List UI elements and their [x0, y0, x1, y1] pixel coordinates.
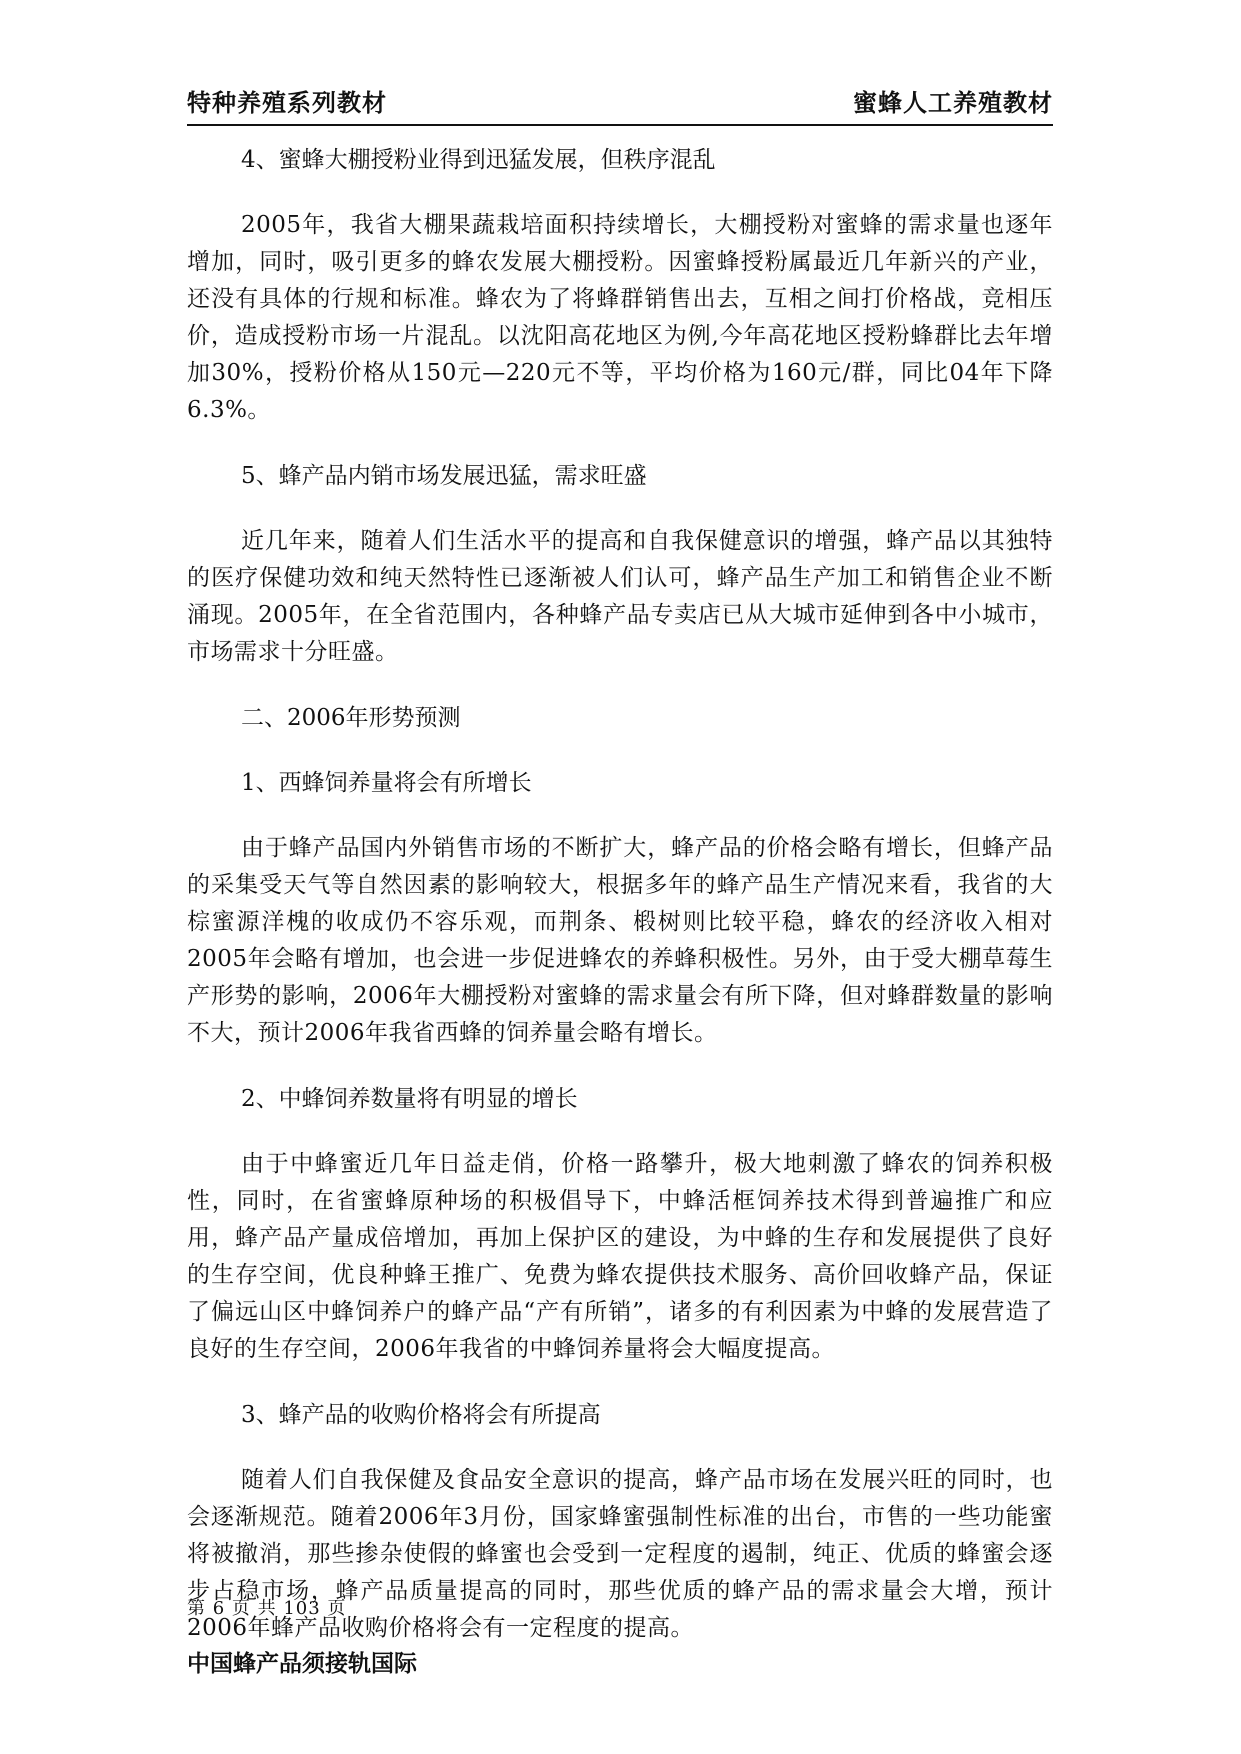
section-heading: 1、西蜂饲养量将会有所增长 — [241, 770, 532, 796]
section-paragraph: 2005年，我省大棚果蔬栽培面积持续增长，大棚授粉对蜜蜂的需求量也逐年增加，同时，吸引更多的蜂农发展大棚授粉。因蜜蜂授粉属最近几年新兴的产业，还没有具体的行规和标准。蜂农为了将蜂群销售出去，互相之间打价格战，竞相压价，造成授粉市场一片混乱。以沈阳高花地区为例,今年高花地区授粉蜂群比去年增加30%，授粉价格从150元—220元不等，平均价格为160元/群，同比04年下降6.3%。 — [187, 212, 1053, 423]
section-paragraph: 由于蜂产品国内外销售市场的不断扩大，蜂产品的价格会略有增长，但蜂产品的采集受天气等自然因素的影响较大，根据多年的蜂产品生产情况来看，我省的大棕蜜源洋槐的收成仍不容乐观，而荆条、椴树则比较平稳，蜂农的经济收入相对2005年会略有增加，也会进一步促进蜂农的养蜂积极性。另外，由于受大棚草莓生产形势的影响，2006年大棚授粉对蜜蜂的需求量会有所下降，但对蜂群数量的影响不大，预计2006年我省西蜂的饲养量会略有增长。 — [187, 835, 1053, 1046]
chapter-heading: 二、2006年形势预测 — [241, 705, 461, 731]
section-heading: 5、蜂产品内销市场发展迅猛，需求旺盛 — [241, 463, 647, 489]
section-heading: 4、蜜蜂大棚授粉业得到迅猛发展，但秩序混乱 — [241, 147, 716, 173]
section-heading: 2、中蜂饲养数量将有明显的增长 — [241, 1086, 578, 1112]
section-paragraph: 近几年来，随着人们生活水平的提高和自我保健意识的增强，蜂产品以其独特的医疗保健功效和纯天然特性已逐渐被人们认可，蜂产品生产加工和销售企业不断涌现。2005年，在全省范围内，各种蜂产品专卖店已从大城市延伸到各中小城市，市场需求十分旺盛。 — [187, 528, 1053, 665]
section-paragraph: 由于中蜂蜜近几年日益走俏，价格一路攀升，极大地刺激了蜂农的饲养积极性，同时，在省蜜蜂原种场的积极倡导下，中蜂活框饲养技术得到普遍推广和应用，蜂产品产量成倍增加，再加上保护区的建设，为中蜂的生存和发展提供了良好的生存空间，优良种蜂王推广、免费为蜂农提供技术服务、高价回收蜂产品，保证了偏远山区中蜂饲养户的蜂产品“产有所销”，诸多的有利因素为中蜂的发展营造了良好的生存空间，2006年我省的中蜂饲养量将会大幅度提高。 — [187, 1151, 1053, 1362]
section-paragraph: 随着人们自我保健及食品安全意识的提高，蜂产品市场在发展兴旺的同时，也会逐渐规范。随着2006年3月份，国家蜂蜜强制性标准的出台，市售的一些功能蜜将被撤消，那些掺杂使假的蜂蜜也会受到一定程度的遏制，纯正、优质的蜂蜜会逐步占稳市场，蜂产品质量提高的同时，那些优质的蜂产品的需求量会大增，预计2006年蜂产品收购价格将会有一定程度的提高。 — [187, 1467, 1053, 1641]
section-heading: 3、蜂产品的收购价格将会有所提高 — [241, 1402, 601, 1428]
header-series-title: 特种养殖系列教材 — [187, 89, 387, 117]
header-book-title: 蜜蜂人工养殖教材 — [853, 89, 1053, 117]
document-body — [187, 142, 1053, 1681]
article-title: 中国蜂产品须接轨国际 — [187, 1651, 417, 1677]
page-header — [187, 88, 1053, 126]
page-number-footer: 第 6 页 共 103 页 — [187, 1598, 347, 1619]
